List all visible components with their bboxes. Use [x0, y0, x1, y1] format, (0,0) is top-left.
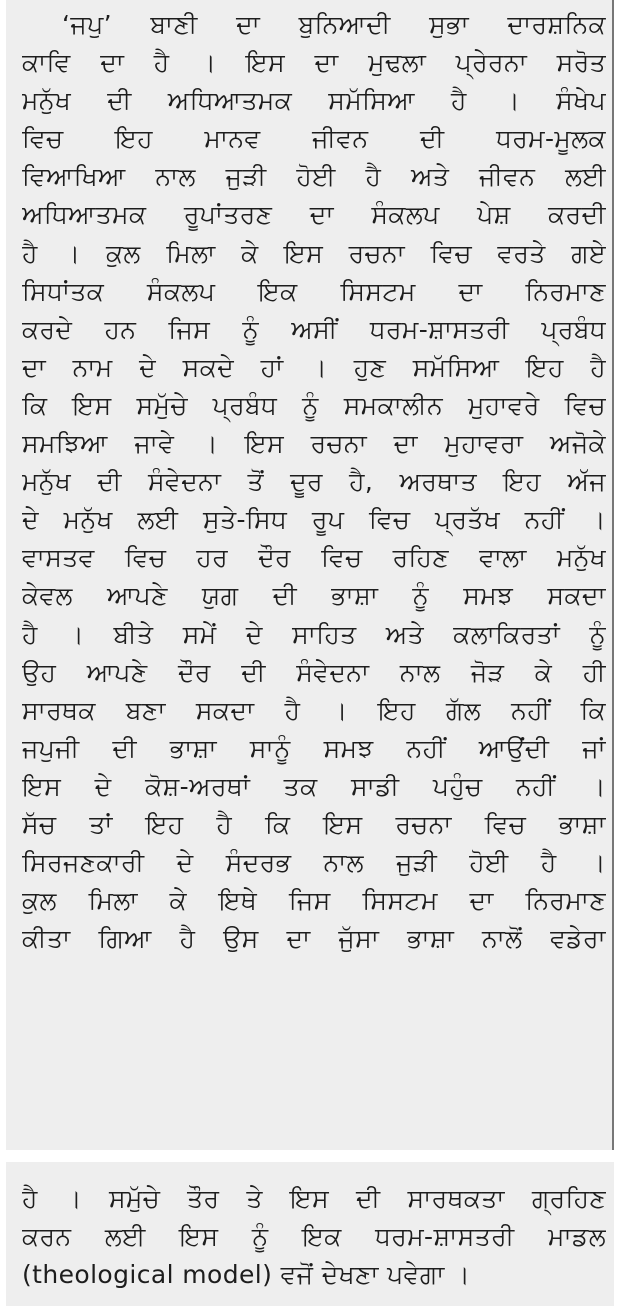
text-line: ਦੇ ਮਨੁੱਖ ਲਈ ਸੁਤੇ-ਸਿਧ ਰੂਪ ਵਿਚ ਪ੍ਰਤੱਖ ਨਹੀਂ । [22, 505, 606, 535]
text-line: ਸਿਧਾਂਤਕ ਸੰਕਲਪ ਇਕ ਸਿਸਟਮ ਦਾ ਨਿਰਮਾਣ [22, 276, 606, 306]
paragraph-main [22, 6, 606, 958]
text-line: ਕੁਲ ਮਿਲਾ ਕੇ ਇਥੇ ਜਿਸ ਸਿਸਟਮ ਦਾ ਨਿਰਮਾਣ [22, 886, 606, 916]
text-line: ‘ਜਪੁ’ ਬਾਣੀ ਦਾ ਬੁਨਿਆਦੀ ਸੁਭਾ ਦਾਰਸ਼ਨਿਕ [62, 10, 606, 39]
text-line: ਹੈ । ਬੀਤੇ ਸਮੇਂ ਦੇ ਸਾਹਿਤ ਅਤੇ ਕਲਾਕਿਰਤਾਂ ਨੂੰ [22, 619, 606, 649]
text-line: ਹੈ । ਸਮੁੱਚੇ ਤੌਰ ਤੇ ਇਸ ਦੀ ਸਾਰਥਕਤਾ ਗ੍ਰਹਿਣ [22, 1184, 606, 1213]
text-line: ਉਹ ਆਪਣੇ ਦੌਰ ਦੀ ਸੰਵੇਦਨਾ ਨਾਲ ਜੋੜ ਕੇ ਹੀ [22, 657, 606, 687]
text-line: ਮਨੁੱਖ ਦੀ ਸੰਵੇਦਨਾ ਤੋਂ ਦੂਰ ਹੈ, ਅਰਥਾਤ ਇਹ ਅੱਜ [22, 467, 606, 497]
text-line: ਹੈ । ਕੁਲ ਮਿਲਾ ਕੇ ਇਸ ਰਚਨਾ ਵਿਚ ਵਰਤੇ ਗਏ [22, 238, 606, 268]
page-edge-shadow [612, 0, 614, 1150]
text-line: ਅਧਿਆਤਮਕ ਰੂਪਾਂਤਰਣ ਦਾ ਸੰਕਲਪ ਪੇਸ਼ ਕਰਦੀ [22, 200, 606, 230]
text-line: ਕਾਵਿ ਦਾ ਹੈ । ਇਸ ਦਾ ਮੁਢਲਾ ਪ੍ਰੇਰਨਾ ਸਰੋਤ [22, 48, 606, 78]
text-line: (theological model) ਵਜੋਂ ਦੇਖਣਾ ਪਵੇਗਾ । [22, 1260, 471, 1290]
text-line: ਸਿਰਜਣਕਾਰੀ ਦੇ ਸੰਦਰਭ ਨਾਲ ਜੁੜੀ ਹੋਈ ਹੈ । [22, 848, 606, 878]
text-line: ਸੱਚ ਤਾਂ ਇਹ ਹੈ ਕਿ ਇਸ ਰਚਨਾ ਵਿਚ ਭਾਸ਼ਾ [22, 809, 606, 839]
text-line: ਕੇਵਲ ਆਪਣੇ ਯੁਗ ਦੀ ਭਾਸ਼ਾ ਨੂੰ ਸਮਝ ਸਕਦਾ [22, 581, 606, 611]
text-line: ਕਿ ਇਸ ਸਮੁੱਚੇ ਪ੍ਰਬੰਧ ਨੂੰ ਸਮਕਾਲੀਨ ਮੁਹਾਵਰੇ ਵਿਚ [22, 390, 606, 420]
text-line: ਕੀਤਾ ਗਿਆ ਹੈ ਉਸ ਦਾ ਜੁੱਸਾ ਭਾਸ਼ਾ ਨਾਲੋਂ ਵਡੇਰਾ [22, 924, 606, 954]
text-line: ਸਮਝਿਆ ਜਾਵੇ । ਇਸ ਰਚਨਾ ਦਾ ਮੁਹਾਵਰਾ ਅਜੋਕੇ [22, 429, 606, 459]
text-line: ਕਰਨ ਲਈ ਇਸ ਨੂੰ ਇਕ ਧਰਮ-ਸ਼ਾਸਤਰੀ ਮਾਡਲ [22, 1222, 606, 1252]
text-line: ਇਸ ਦੇ ਕੋਸ਼-ਅਰਥਾਂ ਤਕ ਸਾਡੀ ਪਹੁੰਚ ਨਹੀਂ । [22, 771, 606, 801]
text-line: ਮਨੁੱਖ ਦੀ ਅਧਿਆਤਮਕ ਸਮੱਸਿਆ ਹੈ । ਸੰਖੇਪ [22, 86, 606, 116]
text-line: ਜਪੁਜੀ ਦੀ ਭਾਸ਼ਾ ਸਾਨੂੰ ਸਮਝ ਨਹੀਂ ਆਉਂਦੀ ਜਾਂ [22, 733, 606, 763]
text-line: ਵਿਆਖਿਆ ਨਾਲ ਜੁੜੀ ਹੋਈ ਹੈ ਅਤੇ ਜੀਵਨ ਲਈ [22, 162, 606, 192]
text-line: ਵਿਚ ਇਹ ਮਾਨਵ ਜੀਵਨ ਦੀ ਧਰਮ-ਮੂਲਕ [22, 124, 606, 154]
text-line: ਵਾਸਤਵ ਵਿਚ ਹਰ ਦੌਰ ਵਿਚ ਰਹਿਣ ਵਾਲਾ ਮਨੁੱਖ [22, 543, 606, 573]
paragraph-continued [22, 1180, 606, 1294]
text-line: ਸਾਰਥਕ ਬਣਾ ਸਕਦਾ ਹੈ । ਇਹ ਗੱਲ ਨਹੀਂ ਕਿ [22, 695, 606, 725]
text-line: ਕਰਦੇ ਹਨ ਜਿਸ ਨੂੰ ਅਸੀਂ ਧਰਮ-ਸ਼ਾਸਤਰੀ ਪ੍ਰਬੰਧ [22, 314, 606, 344]
text-line: ਦਾ ਨਾਮ ਦੇ ਸਕਦੇ ਹਾਂ । ਹੁਣ ਸਮੱਸਿਆ ਇਹ ਹੈ [22, 352, 606, 382]
